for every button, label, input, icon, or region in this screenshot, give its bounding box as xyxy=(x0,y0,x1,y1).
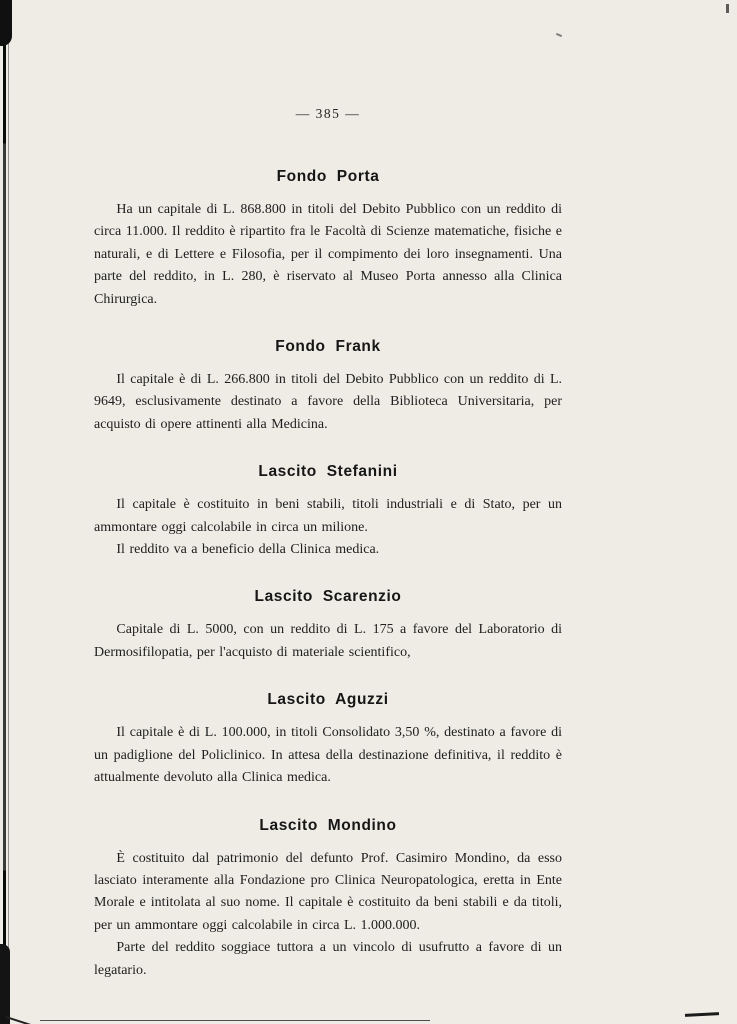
paragraph: Ha un capitale di L. 868.800 in titoli del Debito Pubblico con un reddito di circa 11.000. Il reddito è ripartito fra le Facoltà di Scienze matematiche, fisiche e naturali, e di Lettere e Filosofia, per il compimento dei loro insegnamenti. Una parte del reddito, in L. 280, è riservato al Museo Porta annesso alla Clinica Chirurgica. xyxy=(94,202,562,307)
scan-edge-left-line xyxy=(3,0,6,1024)
scan-corner-bottom-left-mark xyxy=(0,944,10,1024)
paragraph: È costituito dal patrimonio del defunto Prof. Casimiro Mondino, da esso lasciato interamente alla Fondazione pro Clinica Neuropatologica, eretta in Ente Morale e intitolata al suo nome. Il capitale è costituito da beni stabili e da titoli, per un ammontare oggi calcolabile in circa L. 1.000.000. xyxy=(94,850,562,933)
scan-corner-top-left-mark xyxy=(0,0,12,46)
paragraph: Il capitale è di L. 266.800 in titoli del Debito Pubblico con un reddito di L. 9649, esclusivamente destinato a favore della Biblioteca Universitaria, per acquisto di opere attinenti alla Medicina. xyxy=(94,372,562,432)
paragraph: Il capitale è costituito in beni stabili, titoli industriali e di Stato, per un ammontare oggi calcolabile in circa un milione. xyxy=(94,497,562,535)
section-lascito-stefanini xyxy=(94,463,562,561)
section-heading: Lascito Aguzzi xyxy=(267,691,389,709)
section-heading: Fondo Frank xyxy=(275,338,381,356)
section-lascito-aguzzi xyxy=(94,691,562,789)
section-fondo-frank xyxy=(94,338,562,436)
section-heading: Lascito Scarenzio xyxy=(254,588,402,606)
scan-bottom-edge-line xyxy=(40,1020,430,1022)
paragraph: Il capitale è di L. 100.000, in titoli Consolidato 3,50 %, destinato a favore di un padiglione del Policlinico. In attesa della destinazione definitiva, il reddito è attualmente devoluto alla Clinica medica. xyxy=(94,725,562,786)
scan-bottom-right-mark xyxy=(685,1012,719,1017)
paragraph: Parte del reddito soggiace tuttora a un vincolo di usufrutto a favore di un legatario. xyxy=(94,940,562,978)
page-number: — 385 — xyxy=(295,106,361,121)
section-heading: Lascito Stefanini xyxy=(258,463,398,481)
paragraph: Capitale di L. 5000, con un reddito di L. 175 a favore del Laboratorio di Dermosifilopatia, per l'acquisto di materiale scientifico, xyxy=(94,622,562,660)
section-fondo-porta xyxy=(94,168,562,311)
section-heading: Fondo Porta xyxy=(276,168,380,185)
scan-top-right-speck xyxy=(726,4,729,13)
page-content xyxy=(94,0,562,982)
section-lascito-mondino xyxy=(94,817,562,982)
paragraph: Il reddito va a beneficio della Clinica medica. xyxy=(116,542,380,558)
scan-edge-left-line-secondary xyxy=(8,0,9,1024)
section-heading: Lascito Mondino xyxy=(259,816,397,834)
section-lascito-scarenzio xyxy=(94,588,562,664)
